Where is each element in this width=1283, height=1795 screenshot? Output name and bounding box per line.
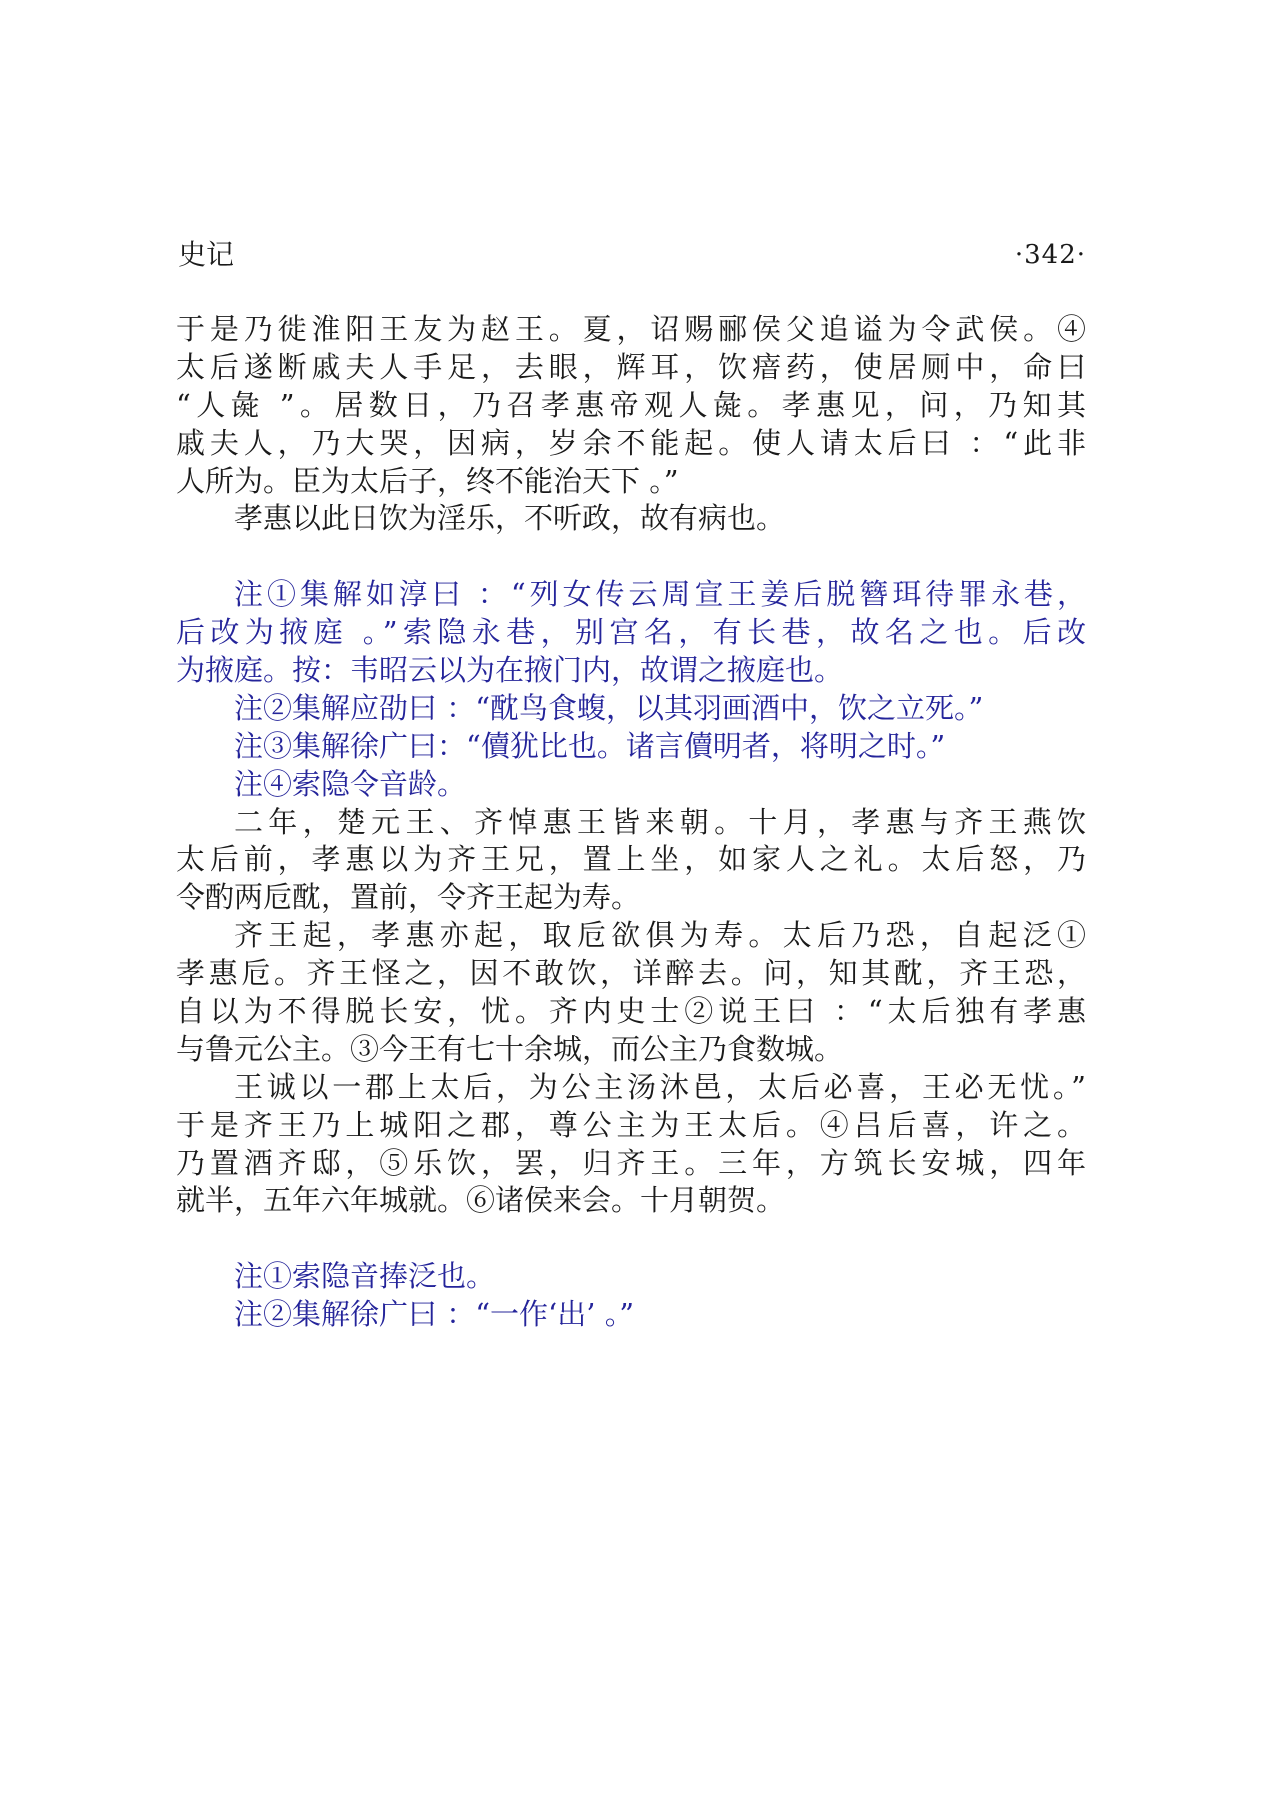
text-line: 乃置酒齐邸，⑤乐饮，罢，归齐王。三年，方筑长安城，四年 [176,1145,1086,1180]
text-line: “人彘 ”。居数日，乃召孝惠帝观人彘。孝惠见，问，乃知其 [176,387,1086,422]
text-line: 于是齐王乃上城阳之郡，尊公主为王太后。④吕后喜，许之。 [176,1107,1086,1142]
text-line: 王诚以一郡上太后，为公主汤沐邑，太后必喜，王必无忧。” [234,1069,1086,1104]
note-line: 注②集解徐广曰 ：“一作‘出’ 。” [234,1297,635,1332]
page-number: ·342· [1014,240,1086,270]
text-line: 与鲁元公主。③今王有七十余城，而公主乃食数城。 [176,1031,844,1066]
note-line: 注④索隐令音龄。 [234,766,467,801]
text-line: 太后前，孝惠以为齐王兄，置上坐，如家人之礼。太后怒，乃 [176,842,1086,877]
page-body [176,311,1086,1334]
text-line: 于是乃徙淮阳王友为赵王。夏，诏赐郦侯父追谥为令武侯。④ [176,312,1086,346]
text-line: 戚夫人，乃大哭，因病，岁余不能起。使人请太后曰 ：“此非 [176,425,1086,460]
text-line: 齐王起，孝惠亦起，取卮欲俱为寿。太后乃恐，自起泛① [234,918,1086,953]
text-line: 人所为。臣为太后子，终不能治天下 。” [176,463,679,498]
text-line: 二年，楚元王、齐悼惠王皆来朝。十月，孝惠与齐王燕饮 [234,804,1086,839]
page-header [178,237,1086,273]
running-title: 史记 [178,238,235,271]
paragraph-gap [176,1220,1086,1258]
text-line: 孝惠以此日饮为淫乐，不听政，故有病也。 [234,501,786,536]
text-line: 孝惠卮。齐王怪之，因不敢饮，详醉去。问，知其酖，齐王恐， [176,956,1086,991]
note-line: 注①索隐音捧泛也。 [234,1259,496,1294]
note-line: 后改为掖庭 。”索隐永巷，别宫名，有长巷，故名之也。后改 [176,615,1086,650]
text-line: 太后遂断戚夫人手足，去眼，辉耳，饮瘖药，使居厕中，命曰 [176,349,1086,384]
note-line: 注①集解如淳曰 ：“列女传云周宣王姜后脱簪珥待罪永巷， [234,577,1086,612]
text-line: 自以为不得脱长安，忧。齐内史士②说王曰 ：“太后独有孝惠 [176,994,1086,1029]
note-line: 注②集解应劭曰 ：“酖鸟食蝮，以其羽画酒中，饮之立死。” [234,690,984,725]
note-line: 为掖庭。按：韦昭云以为在掖门内，故谓之掖庭也。 [176,653,844,688]
text-line: 就半，五年六年城就。⑥诸侯来会。十月朝贺。 [176,1183,786,1218]
note-line: 注③集解徐广曰：“儥犹比也。诸言儥明者，将明之时。” [234,728,946,763]
paragraph-gap [176,538,1086,576]
text-line: 令酌两卮酖，置前，令齐王起为寿。 [176,880,641,915]
